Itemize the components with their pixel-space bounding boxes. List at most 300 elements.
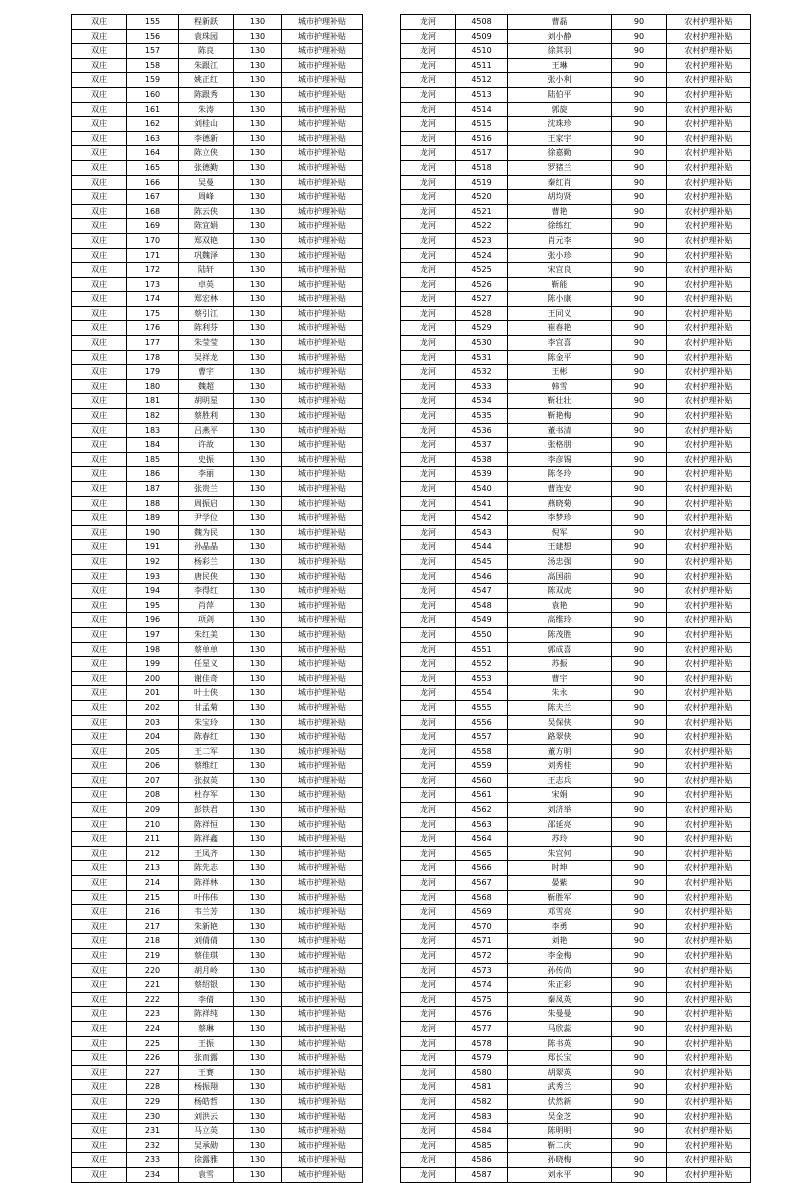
amount-cell: 90: [612, 1167, 667, 1182]
subsidy-type-cell: 城市护理补贴: [282, 467, 363, 482]
right-subsidy-table: [400, 14, 751, 1183]
amount-cell: 130: [234, 598, 282, 613]
town-cell: 双庄: [72, 554, 127, 569]
subsidy-type-cell: 农村护理补贴: [667, 715, 751, 730]
table-row: [401, 803, 751, 818]
town-cell: 龙河: [401, 175, 456, 190]
table-row: [401, 540, 751, 555]
town-cell: 双庄: [72, 1051, 127, 1066]
amount-cell: 90: [612, 846, 667, 861]
table-row: [72, 1007, 363, 1022]
town-cell: 双庄: [72, 87, 127, 102]
town-cell: 龙河: [401, 482, 456, 497]
table-row: [401, 992, 751, 1007]
amount-cell: 130: [234, 15, 282, 30]
table-row: [401, 569, 751, 584]
serial-number-cell: 4578: [456, 1036, 508, 1051]
town-cell: 龙河: [401, 963, 456, 978]
table-row: [401, 963, 751, 978]
table-row: [72, 1153, 363, 1168]
serial-number-cell: 4579: [456, 1051, 508, 1066]
table-row: [401, 671, 751, 686]
subsidy-type-cell: 城市护理补贴: [282, 482, 363, 497]
serial-number-cell: 175: [127, 306, 179, 321]
amount-cell: 90: [612, 87, 667, 102]
serial-number-cell: 4551: [456, 642, 508, 657]
name-cell: 郑宏林: [179, 292, 234, 307]
table-row: [401, 365, 751, 380]
serial-number-cell: 4571: [456, 934, 508, 949]
name-cell: 张格朋: [508, 438, 612, 453]
table-row: [72, 978, 363, 993]
serial-number-cell: 197: [127, 627, 179, 642]
subsidy-type-cell: 农村护理补贴: [667, 190, 751, 205]
serial-number-cell: 4568: [456, 890, 508, 905]
serial-number-cell: 199: [127, 657, 179, 672]
town-cell: 龙河: [401, 671, 456, 686]
name-cell: 秦红肖: [508, 175, 612, 190]
name-cell: 任星义: [179, 657, 234, 672]
subsidy-type-cell: 农村护理补贴: [667, 44, 751, 59]
name-cell: 吴曼: [179, 175, 234, 190]
table-row: [72, 584, 363, 599]
town-cell: 双庄: [72, 1109, 127, 1124]
subsidy-type-cell: 城市护理补贴: [282, 613, 363, 628]
table-row: [401, 219, 751, 234]
table-row: [401, 394, 751, 409]
town-cell: 双庄: [72, 584, 127, 599]
town-cell: 龙河: [401, 219, 456, 234]
amount-cell: 90: [612, 248, 667, 263]
table-row: [401, 584, 751, 599]
subsidy-type-cell: 城市护理补贴: [282, 1080, 363, 1095]
name-cell: 张叔英: [179, 773, 234, 788]
subsidy-type-cell: 城市护理补贴: [282, 87, 363, 102]
town-cell: 双庄: [72, 1094, 127, 1109]
amount-cell: 90: [612, 788, 667, 803]
serial-number-cell: 162: [127, 117, 179, 132]
amount-cell: 90: [612, 44, 667, 59]
right-table-body: [401, 15, 751, 1183]
amount-cell: 90: [612, 657, 667, 672]
serial-number-cell: 4537: [456, 438, 508, 453]
name-cell: 陈祥纯: [179, 1007, 234, 1022]
name-cell: 甘孟菊: [179, 700, 234, 715]
town-cell: 龙河: [401, 365, 456, 380]
town-cell: 龙河: [401, 730, 456, 745]
amount-cell: 90: [612, 1036, 667, 1051]
amount-cell: 90: [612, 832, 667, 847]
name-cell: 晏紫: [508, 876, 612, 891]
town-cell: 双庄: [72, 438, 127, 453]
subsidy-type-cell: 城市护理补贴: [282, 190, 363, 205]
subsidy-type-cell: 城市护理补贴: [282, 905, 363, 920]
name-cell: 邓雪亮: [508, 905, 612, 920]
serial-number-cell: 209: [127, 803, 179, 818]
table-row: [401, 876, 751, 891]
name-cell: 张而露: [179, 1051, 234, 1066]
table-row: [401, 87, 751, 102]
amount-cell: 90: [612, 919, 667, 934]
amount-cell: 130: [234, 744, 282, 759]
name-cell: 苏振: [508, 657, 612, 672]
serial-number-cell: 195: [127, 598, 179, 613]
serial-number-cell: 4539: [456, 467, 508, 482]
name-cell: 唐民侠: [179, 569, 234, 584]
amount-cell: 90: [612, 569, 667, 584]
table-row: [72, 876, 363, 891]
serial-number-cell: 4554: [456, 686, 508, 701]
table-row: [72, 248, 363, 263]
name-cell: 周振启: [179, 496, 234, 511]
subsidy-type-cell: 城市护理补贴: [282, 1109, 363, 1124]
table-row: [72, 423, 363, 438]
subsidy-type-cell: 城市护理补贴: [282, 978, 363, 993]
amount-cell: 90: [612, 700, 667, 715]
town-cell: 双庄: [72, 190, 127, 205]
town-cell: 龙河: [401, 452, 456, 467]
table-row: [72, 992, 363, 1007]
town-cell: 双庄: [72, 890, 127, 905]
town-cell: 龙河: [401, 642, 456, 657]
serial-number-cell: 4518: [456, 160, 508, 175]
serial-number-cell: 4512: [456, 73, 508, 88]
name-cell: 郭成喜: [508, 642, 612, 657]
serial-number-cell: 4543: [456, 525, 508, 540]
table-row: [72, 87, 363, 102]
table-row: [401, 409, 751, 424]
table-row: [72, 671, 363, 686]
subsidy-type-cell: 农村护理补贴: [667, 29, 751, 44]
subsidy-type-cell: 农村护理补贴: [667, 876, 751, 891]
name-cell: 陆伯平: [508, 87, 612, 102]
table-row: [401, 613, 751, 628]
subsidy-type-cell: 农村护理补贴: [667, 934, 751, 949]
serial-number-cell: 4580: [456, 1065, 508, 1080]
serial-number-cell: 228: [127, 1080, 179, 1095]
serial-number-cell: 4547: [456, 584, 508, 599]
name-cell: 刘秀桂: [508, 759, 612, 774]
serial-number-cell: 217: [127, 919, 179, 934]
name-cell: 杜存军: [179, 788, 234, 803]
table-row: [401, 686, 751, 701]
name-cell: 路翠侠: [508, 730, 612, 745]
town-cell: 龙河: [401, 306, 456, 321]
serial-number-cell: 4522: [456, 219, 508, 234]
town-cell: 双庄: [72, 423, 127, 438]
subsidy-type-cell: 城市护理补贴: [282, 759, 363, 774]
name-cell: 吴祥龙: [179, 350, 234, 365]
subsidy-type-cell: 农村护理补贴: [667, 861, 751, 876]
serial-number-cell: 4561: [456, 788, 508, 803]
amount-cell: 90: [612, 1094, 667, 1109]
subsidy-type-cell: 农村护理补贴: [667, 1051, 751, 1066]
table-row: [401, 1051, 751, 1066]
name-cell: 韦兰芳: [179, 905, 234, 920]
town-cell: 龙河: [401, 861, 456, 876]
table-row: [72, 321, 363, 336]
serial-number-cell: 4534: [456, 394, 508, 409]
amount-cell: 130: [234, 657, 282, 672]
name-cell: 朱涛: [179, 102, 234, 117]
name-cell: 马立英: [179, 1124, 234, 1139]
subsidy-type-cell: 城市护理补贴: [282, 160, 363, 175]
town-cell: 龙河: [401, 496, 456, 511]
table-row: [72, 336, 363, 351]
town-cell: 双庄: [72, 1021, 127, 1036]
subsidy-type-cell: 城市护理补贴: [282, 773, 363, 788]
name-cell: 韩雪: [508, 379, 612, 394]
town-cell: 龙河: [401, 584, 456, 599]
table-row: [401, 146, 751, 161]
town-cell: 龙河: [401, 233, 456, 248]
subsidy-type-cell: 城市护理补贴: [282, 657, 363, 672]
subsidy-type-cell: 农村护理补贴: [667, 277, 751, 292]
amount-cell: 130: [234, 87, 282, 102]
amount-cell: 130: [234, 496, 282, 511]
table-row: [72, 1109, 363, 1124]
subsidy-type-cell: 城市护理补贴: [282, 117, 363, 132]
serial-number-cell: 171: [127, 248, 179, 263]
amount-cell: 90: [612, 336, 667, 351]
name-cell: 陈金平: [508, 350, 612, 365]
town-cell: 龙河: [401, 832, 456, 847]
town-cell: 龙河: [401, 1021, 456, 1036]
serial-number-cell: 179: [127, 365, 179, 380]
amount-cell: 90: [612, 817, 667, 832]
town-cell: 双庄: [72, 233, 127, 248]
table-row: [72, 744, 363, 759]
subsidy-type-cell: 农村护理补贴: [667, 540, 751, 555]
serial-number-cell: 221: [127, 978, 179, 993]
town-cell: 双庄: [72, 700, 127, 715]
serial-number-cell: 224: [127, 1021, 179, 1036]
amount-cell: 90: [612, 160, 667, 175]
table-row: [72, 540, 363, 555]
subsidy-type-cell: 城市护理补贴: [282, 1051, 363, 1066]
amount-cell: 90: [612, 1124, 667, 1139]
amount-cell: 90: [612, 1051, 667, 1066]
amount-cell: 90: [612, 292, 667, 307]
table-row: [401, 554, 751, 569]
serial-number-cell: 4566: [456, 861, 508, 876]
table-row: [72, 919, 363, 934]
amount-cell: 90: [612, 1007, 667, 1022]
amount-cell: 130: [234, 452, 282, 467]
town-cell: 龙河: [401, 700, 456, 715]
name-cell: 周峰: [179, 190, 234, 205]
name-cell: 巩魏泽: [179, 248, 234, 263]
subsidy-type-cell: 农村护理补贴: [667, 117, 751, 132]
amount-cell: 90: [612, 992, 667, 1007]
serial-number-cell: 4548: [456, 598, 508, 613]
subsidy-type-cell: 农村护理补贴: [667, 1138, 751, 1153]
name-cell: 孙传尚: [508, 963, 612, 978]
amount-cell: 130: [234, 890, 282, 905]
table-row: [401, 949, 751, 964]
name-cell: 李倩: [179, 992, 234, 1007]
subsidy-type-cell: 城市护理补贴: [282, 846, 363, 861]
name-cell: 高国前: [508, 569, 612, 584]
table-row: [72, 146, 363, 161]
name-cell: 吕燕平: [179, 423, 234, 438]
serial-number-cell: 4575: [456, 992, 508, 1007]
amount-cell: 130: [234, 569, 282, 584]
serial-number-cell: 184: [127, 438, 179, 453]
subsidy-type-cell: 城市护理补贴: [282, 992, 363, 1007]
town-cell: 双庄: [72, 569, 127, 584]
amount-cell: 90: [612, 598, 667, 613]
amount-cell: 90: [612, 730, 667, 745]
town-cell: 龙河: [401, 131, 456, 146]
amount-cell: 90: [612, 759, 667, 774]
subsidy-type-cell: 农村护理补贴: [667, 1080, 751, 1095]
subsidy-type-cell: 城市护理补贴: [282, 949, 363, 964]
town-cell: 龙河: [401, 1080, 456, 1095]
table-row: [72, 482, 363, 497]
name-cell: 吴承勋: [179, 1138, 234, 1153]
town-cell: 双庄: [72, 58, 127, 73]
name-cell: 王彬: [508, 365, 612, 380]
town-cell: 龙河: [401, 788, 456, 803]
table-row: [401, 1036, 751, 1051]
table-row: [401, 29, 751, 44]
town-cell: 双庄: [72, 379, 127, 394]
town-cell: 双庄: [72, 102, 127, 117]
town-cell: 双庄: [72, 1138, 127, 1153]
amount-cell: 90: [612, 978, 667, 993]
town-cell: 龙河: [401, 438, 456, 453]
amount-cell: 130: [234, 292, 282, 307]
table-row: [72, 15, 363, 30]
table-row: [401, 190, 751, 205]
town-cell: 双庄: [72, 44, 127, 59]
serial-number-cell: 4552: [456, 657, 508, 672]
name-cell: 倪军: [508, 525, 612, 540]
name-cell: 曹宇: [179, 365, 234, 380]
subsidy-type-cell: 城市护理补贴: [282, 934, 363, 949]
name-cell: 陈祥恒: [179, 817, 234, 832]
serial-number-cell: 4559: [456, 759, 508, 774]
subsidy-type-cell: 农村护理补贴: [667, 175, 751, 190]
name-cell: 孙晶晶: [179, 540, 234, 555]
subsidy-type-cell: 城市护理补贴: [282, 204, 363, 219]
table-row: [401, 233, 751, 248]
serial-number-cell: 160: [127, 87, 179, 102]
amount-cell: 90: [612, 715, 667, 730]
subsidy-type-cell: 农村护理补贴: [667, 292, 751, 307]
subsidy-type-cell: 农村护理补贴: [667, 803, 751, 818]
amount-cell: 90: [612, 190, 667, 205]
amount-cell: 90: [612, 554, 667, 569]
name-cell: 陈宜娟: [179, 219, 234, 234]
name-cell: 朱莹莹: [179, 336, 234, 351]
table-row: [72, 292, 363, 307]
town-cell: 龙河: [401, 1036, 456, 1051]
name-cell: 徐露雅: [179, 1153, 234, 1168]
amount-cell: 130: [234, 627, 282, 642]
name-cell: 王家宇: [508, 131, 612, 146]
name-cell: 高维玲: [508, 613, 612, 628]
serial-number-cell: 155: [127, 15, 179, 30]
name-cell: 徐嘉勤: [508, 146, 612, 161]
town-cell: 龙河: [401, 277, 456, 292]
town-cell: 龙河: [401, 1124, 456, 1139]
serial-number-cell: 234: [127, 1167, 179, 1182]
name-cell: 王同义: [508, 306, 612, 321]
subsidy-type-cell: 农村护理补贴: [667, 569, 751, 584]
amount-cell: 90: [612, 15, 667, 30]
amount-cell: 130: [234, 934, 282, 949]
amount-cell: 130: [234, 1109, 282, 1124]
name-cell: 叶士侠: [179, 686, 234, 701]
table-row: [401, 744, 751, 759]
subsidy-type-cell: 农村护理补贴: [667, 306, 751, 321]
serial-number-cell: 206: [127, 759, 179, 774]
amount-cell: 130: [234, 175, 282, 190]
subsidy-type-cell: 农村护理补贴: [667, 1109, 751, 1124]
subsidy-type-cell: 农村护理补贴: [667, 482, 751, 497]
serial-number-cell: 198: [127, 642, 179, 657]
amount-cell: 130: [234, 117, 282, 132]
name-cell: 项剑: [179, 613, 234, 628]
subsidy-type-cell: 农村护理补贴: [667, 467, 751, 482]
table-row: [401, 759, 751, 774]
name-cell: 曹艳: [508, 204, 612, 219]
serial-number-cell: 4517: [456, 146, 508, 161]
name-cell: 李彦锡: [508, 452, 612, 467]
amount-cell: 90: [612, 642, 667, 657]
amount-cell: 90: [612, 321, 667, 336]
subsidy-type-cell: 农村护理补贴: [667, 1065, 751, 1080]
town-cell: 双庄: [72, 832, 127, 847]
name-cell: 胡月岭: [179, 963, 234, 978]
town-cell: 龙河: [401, 876, 456, 891]
town-cell: 双庄: [72, 613, 127, 628]
table-row: [401, 336, 751, 351]
subsidy-type-cell: 城市护理补贴: [282, 730, 363, 745]
table-row: [401, 1167, 751, 1182]
serial-number-cell: 166: [127, 175, 179, 190]
amount-cell: 130: [234, 233, 282, 248]
name-cell: 谢佳奇: [179, 671, 234, 686]
name-cell: 陈祥鑫: [179, 832, 234, 847]
subsidy-type-cell: 城市护理补贴: [282, 919, 363, 934]
table-row: [72, 657, 363, 672]
amount-cell: 130: [234, 671, 282, 686]
town-cell: 双庄: [72, 598, 127, 613]
serial-number-cell: 204: [127, 730, 179, 745]
name-cell: 胡均贤: [508, 190, 612, 205]
serial-number-cell: 161: [127, 102, 179, 117]
subsidy-type-cell: 城市护理补贴: [282, 44, 363, 59]
table-row: [72, 204, 363, 219]
subsidy-type-cell: 农村护理补贴: [667, 963, 751, 978]
serial-number-cell: 174: [127, 292, 179, 307]
serial-number-cell: 4549: [456, 613, 508, 628]
serial-number-cell: 156: [127, 29, 179, 44]
amount-cell: 130: [234, 817, 282, 832]
subsidy-type-cell: 农村护理补贴: [667, 160, 751, 175]
town-cell: 双庄: [72, 117, 127, 132]
subsidy-type-cell: 城市护理补贴: [282, 627, 363, 642]
amount-cell: 90: [612, 73, 667, 88]
name-cell: 蔡引江: [179, 306, 234, 321]
amount-cell: 90: [612, 1021, 667, 1036]
town-cell: 龙河: [401, 613, 456, 628]
town-cell: 龙河: [401, 1153, 456, 1168]
serial-number-cell: 189: [127, 511, 179, 526]
